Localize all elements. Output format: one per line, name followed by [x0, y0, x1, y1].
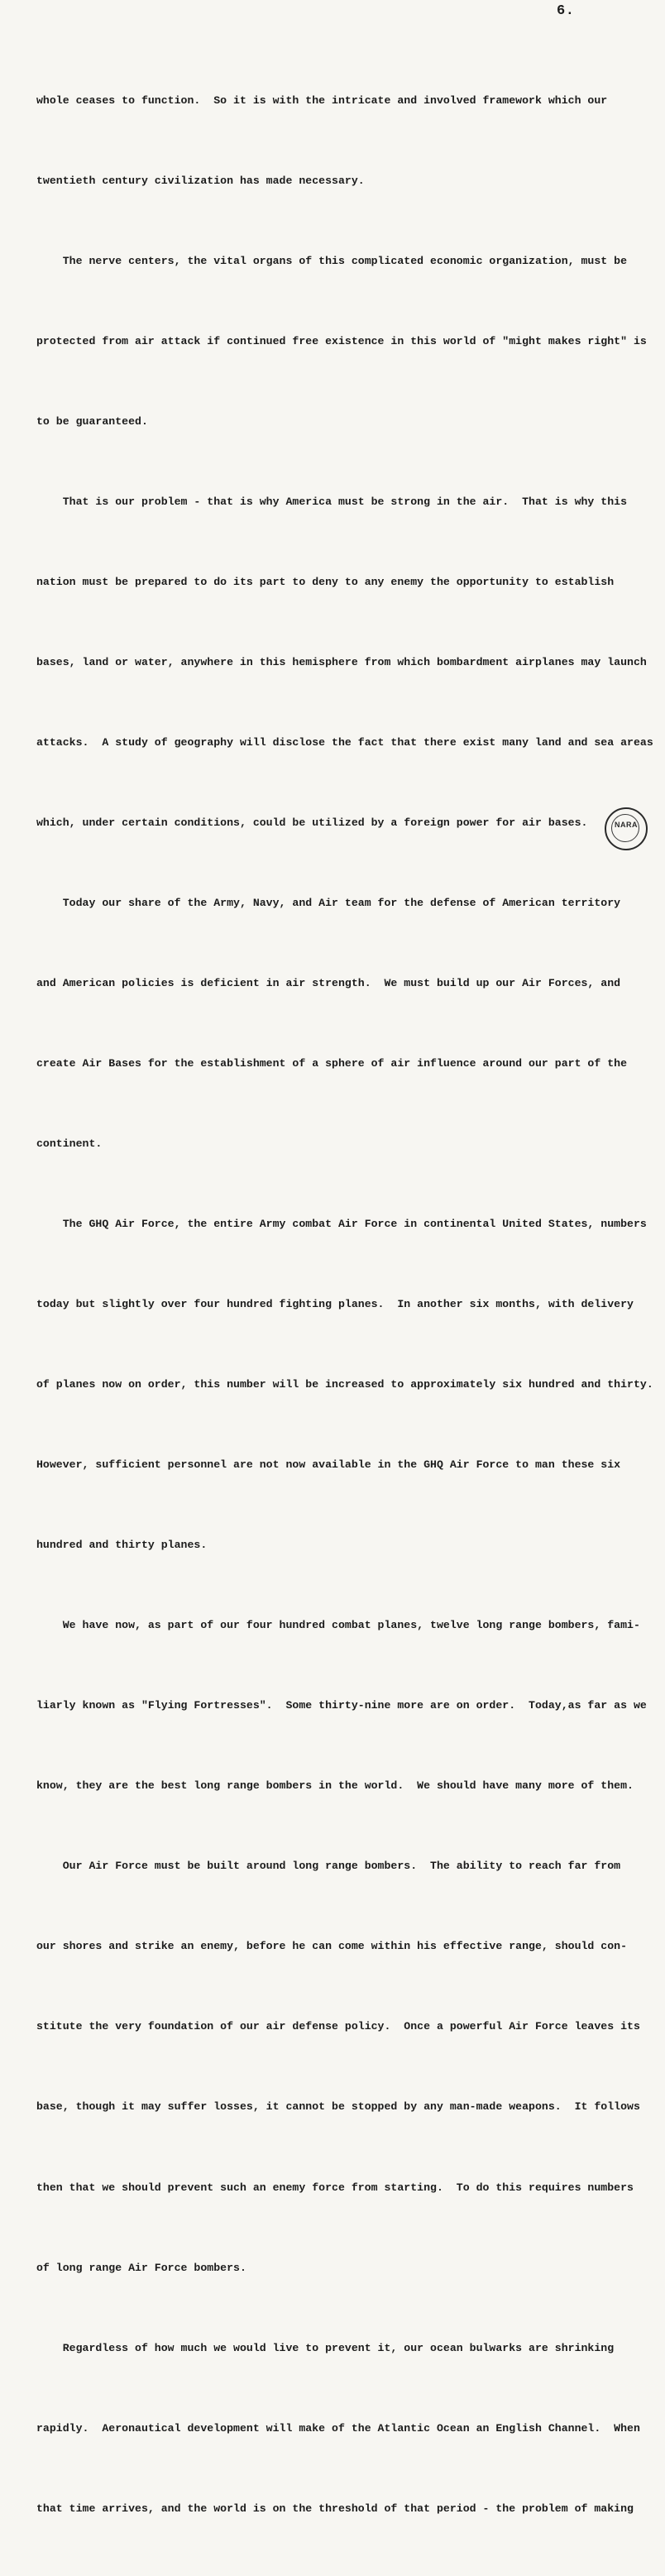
text-line: Regardless of how much we would live to prevent it, our ocean bulwarks are shrinking [36, 2341, 615, 2354]
text-line: continent. [36, 1137, 103, 1151]
text-line: The nerve centers, the vital organs of this complicated economic organization, must be [36, 254, 628, 267]
text-line: today but slightly over four hundred fighting planes. In another six months, with delivery [36, 1298, 634, 1311]
text-line: of long range Air Force bombers. [36, 2261, 246, 2274]
text-line: liarly known as "Flying Fortresses". Some thirty-nine more are on order. Today,as far as we [36, 1699, 647, 1712]
text-line: which, under certain conditions, could be utilized by a foreign power for air bases. [36, 816, 588, 829]
text-line: We have now, as part of our four hundred combat planes, twelve long range bombers, fami- [36, 1619, 640, 1632]
text-line: Today our share of the Army, Navy, and Air team for the defense of American territory [36, 897, 621, 909]
text-line: hundred and thirty planes. [36, 1539, 208, 1552]
text-line: and American policies is deficient in air strength. We must build up our Air Forces, and [36, 977, 621, 990]
text-line: rapidly. Aeronautical development will make of the Atlantic Ocean an English Channel. When [36, 2421, 640, 2435]
text-line: bases, land or water, anywhere in this hemisphere from which bombardment airplanes may launch [36, 655, 647, 668]
text-line: Our Air Force must be built around long range bombers. The ability to reach far from [36, 1860, 621, 1873]
text-line: That is our problem - that is why America must be strong in the air. That is why this [36, 495, 628, 508]
text-line: that time arrives, and the world is on the threshold of that period - the problem of making [36, 2502, 634, 2515]
page-number: 6. [557, 3, 575, 19]
text-line: nation must be prepared to do its part to deny to any enemy the opportunity to establish [36, 575, 615, 588]
text-line: The GHQ Air Force, the entire Army combat Air Force in continental United States, numbers [36, 1218, 647, 1231]
text-line: base, though it may suffer losses, it cannot be stopped by any man-made weapons. It follows [36, 2100, 640, 2114]
text-line: then that we should prevent such an enemy force from starting. To do this requires numbers [36, 2181, 634, 2194]
archive-stamp-text: NARA [615, 821, 638, 829]
text-line: create Air Bases for the establishment of a sphere of air influence around our part of the [36, 1057, 628, 1070]
text-line: attacks. A study of geography will disclose the fact that there exist many land and sea areas [36, 735, 653, 749]
text-line: of planes now on order, this number will be increased to approximately six hundred and thirty. [36, 1378, 653, 1391]
text-line: protected from air attack if continued free existence in this world of "might makes right" is [36, 334, 647, 347]
text-line: twentieth century civilization has made necessary. [36, 174, 365, 187]
text-line: stitute the very foundation of our air defense policy. Once a powerful Air Force leaves its [36, 2020, 640, 2033]
text-line: our shores and strike an enemy, before he can come within his effective range, should con- [36, 1940, 628, 1953]
text-line: whole ceases to function. So it is with the intricate and involved framework which our [36, 93, 608, 107]
text-line: However, sufficient personnel are not now available in the GHQ Air Force to man these six [36, 1458, 621, 1472]
text-line: know, they are the best long range bombers in the world. We should have many more of them. [36, 1779, 634, 1793]
archive-stamp [605, 807, 648, 850]
body-text [36, 34, 665, 2576]
text-line: to be guaranteed. [36, 414, 148, 428]
